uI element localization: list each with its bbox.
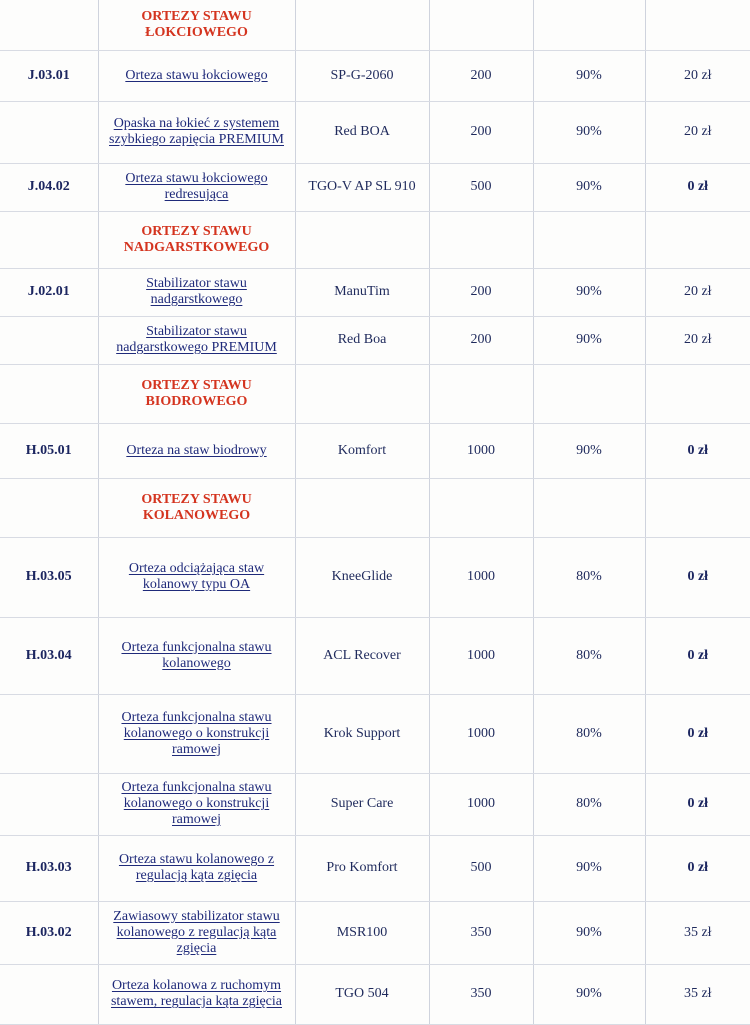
limit-cell: 1000 [429,773,533,835]
price-cell: 20 zł [645,268,750,316]
section-row [0,211,750,268]
table-row [0,537,750,617]
price-cell [645,211,750,268]
section-row [0,0,750,50]
code-cell: J.04.02 [0,163,98,211]
section-title: ORTEZY STAWU ŁOKCIOWEGO [141,8,252,40]
name-cell [98,901,295,964]
model-cell: TGO-V AP SL 910 [295,163,429,211]
section-title: ORTEZY STAWU KOLANOWEGO [141,491,252,523]
limit-cell: 200 [429,268,533,316]
refund-cell: 80% [533,773,645,835]
model-cell [295,211,429,268]
name-cell [98,617,295,694]
refund-cell: 90% [533,50,645,101]
code-cell: H.03.04 [0,617,98,694]
price-cell: 20 zł [645,101,750,163]
model-cell: ManuTim [295,268,429,316]
table-row [0,423,750,478]
model-cell: Pro Komfort [295,835,429,901]
refund-cell [533,364,645,423]
price-cell: 0 zł [645,163,750,211]
price-cell [645,364,750,423]
refund-cell: 80% [533,617,645,694]
refund-cell: 90% [533,268,645,316]
price-cell: 0 zł [645,773,750,835]
model-cell: SP-G-2060 [295,50,429,101]
code-cell [0,364,98,423]
section-title: ORTEZY STAWU BIODROWEGO [141,377,252,409]
model-cell: TGO 504 [295,964,429,1024]
price-cell: 0 zł [645,617,750,694]
section-row [0,364,750,423]
limit-cell: 200 [429,50,533,101]
name-cell [98,50,295,101]
price-cell: 20 zł [645,50,750,101]
model-cell: KneeGlide [295,537,429,617]
product-link[interactable]: Stabilizator stawu nadgarstkowego PREMIUM [116,324,277,355]
price-cell: 0 zł [645,694,750,773]
code-cell [0,0,98,50]
name-cell [98,316,295,364]
name-cell [98,268,295,316]
limit-cell: 500 [429,163,533,211]
product-link[interactable]: Orteza na staw biodrowy [126,442,267,458]
model-cell [295,478,429,537]
table-row [0,773,750,835]
refund-cell: 90% [533,316,645,364]
model-cell: Krok Support [295,694,429,773]
product-link[interactable]: Orteza funkcjonalna stawu kolanowego o konstrukcji ramowej [121,709,272,757]
name-cell [98,101,295,163]
table-row [0,694,750,773]
limit-cell: 1000 [429,694,533,773]
name-cell [98,964,295,1024]
limit-cell: 500 [429,835,533,901]
table-row [0,163,750,211]
product-link[interactable]: Orteza funkcjonalna stawu kolanowego [121,639,272,671]
refund-cell [533,211,645,268]
price-cell: 0 zł [645,835,750,901]
model-cell: MSR100 [295,901,429,964]
table-row [0,50,750,101]
code-cell [0,316,98,364]
limit-cell: 200 [429,101,533,163]
limit-cell [429,211,533,268]
table-row [0,316,750,364]
refund-cell: 90% [533,101,645,163]
product-link[interactable]: Orteza stawu kolanowego z regulacją kąta zgięcia [118,852,275,883]
refund-cell: 90% [533,964,645,1024]
product-link[interactable]: Stabilizator stawu nadgarstkowego [146,276,247,307]
refund-cell: 80% [533,694,645,773]
name-cell [98,773,295,835]
name-cell [98,694,295,773]
product-link[interactable]: Orteza stawu łokciowego [125,67,268,83]
section-cell [98,211,295,268]
model-cell: Red BOA [295,101,429,163]
product-link[interactable]: Orteza stawu łokciowego redresująca [125,171,268,202]
code-cell [0,478,98,537]
code-cell [0,773,98,835]
limit-cell [429,0,533,50]
code-cell: H.03.03 [0,835,98,901]
product-link[interactable]: Orteza kolanowa z ruchomym stawem, regulacja kąta zgięcia [110,978,282,1009]
product-link[interactable]: Orteza odciążająca staw kolanowy typu OA [128,561,265,592]
code-cell [0,211,98,268]
price-cell: 0 zł [645,537,750,617]
refund-cell: 80% [533,537,645,617]
section-cell [98,478,295,537]
table-row [0,835,750,901]
name-cell [98,423,295,478]
refund-cell [533,0,645,50]
model-cell [295,0,429,50]
code-cell: H.03.02 [0,901,98,964]
code-cell: J.03.01 [0,50,98,101]
code-cell: H.05.01 [0,423,98,478]
product-link[interactable]: Opaska na łokieć z systemem szybkiego zapięcia PREMIUM [109,116,284,147]
price-cell: 20 zł [645,316,750,364]
model-cell: Super Care [295,773,429,835]
section-row [0,478,750,537]
product-link[interactable]: Zawiasowy stabilizator stawu kolanowego z regulacją kąta zgięcia [113,908,280,956]
refund-cell: 90% [533,163,645,211]
code-cell: H.03.05 [0,537,98,617]
limit-cell: 1000 [429,423,533,478]
limit-cell: 350 [429,964,533,1024]
product-link[interactable]: Orteza funkcjonalna stawu kolanowego o konstrukcji ramowej [121,780,272,827]
code-cell [0,964,98,1024]
section-cell [98,364,295,423]
name-cell [98,835,295,901]
refund-cell [533,478,645,537]
price-cell: 0 zł [645,423,750,478]
model-cell: ACL Recover [295,617,429,694]
model-cell: Red Boa [295,316,429,364]
limit-cell [429,364,533,423]
refund-cell: 90% [533,423,645,478]
table-row [0,901,750,964]
model-cell: Komfort [295,423,429,478]
limit-cell: 350 [429,901,533,964]
code-cell [0,694,98,773]
name-cell [98,537,295,617]
price-cell [645,478,750,537]
section-title: ORTEZY STAWU NADGARSTKOWEGO [123,223,270,255]
price-cell [645,0,750,50]
table-row [0,617,750,694]
limit-cell: 200 [429,316,533,364]
table-row [0,268,750,316]
code-cell: J.02.01 [0,268,98,316]
table-row [0,101,750,163]
name-cell [98,163,295,211]
refund-cell: 90% [533,835,645,901]
refund-cell: 90% [533,901,645,964]
limit-cell: 1000 [429,537,533,617]
model-cell [295,364,429,423]
price-cell: 35 zł [645,964,750,1024]
section-cell [98,0,295,50]
price-cell: 35 zł [645,901,750,964]
limit-cell: 1000 [429,617,533,694]
code-cell [0,101,98,163]
table-row [0,964,750,1024]
limit-cell [429,478,533,537]
